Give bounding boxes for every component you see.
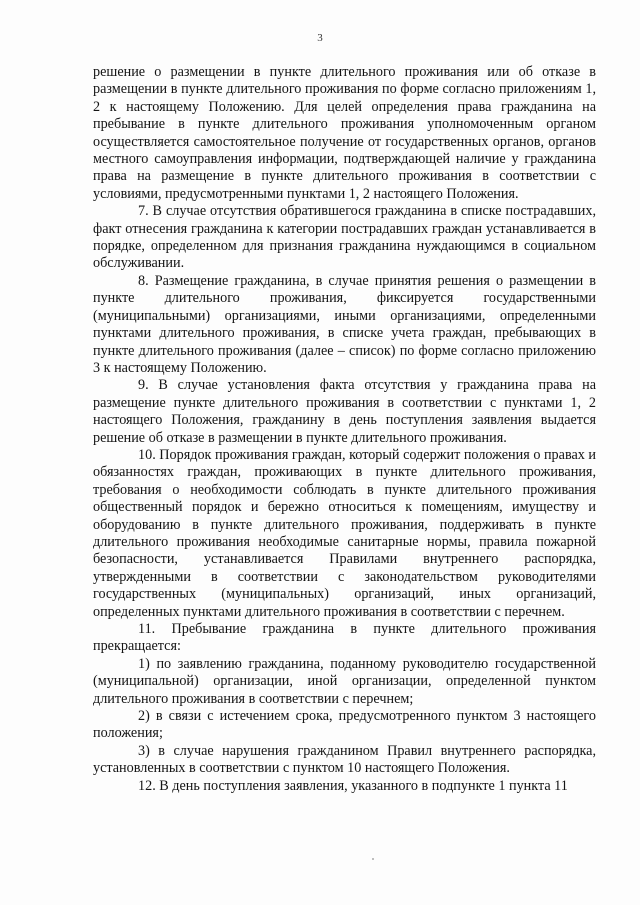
paragraph-continuation: решение о размещении в пункте длительного проживания или об отказе в размещении в пункте длительного проживания по форме согласно приложениям 1, 2 к настоящему Положению. Для целей определения права гражданина на пребывание в пункте длительного проживания уполномоченным органом осуществляется самостоятельное получение от государственных органов, органов местного самоуправления информации, подтверждающей наличие у гражданина права на размещение в пункте длительного проживания в соответствии с условиями, предусмотренными пунктами 1, 2 настоящего Положения.	[93, 64, 596, 202]
scan-speck	[372, 858, 374, 860]
paragraph-7: 7. В случае отсутствия обратившегося гражданина в списке пострадавших, факт отнесения гражданина к категории пострадавших граждан устанавливается в порядке, определенном для признания гражданина нуждающимся в социальном обслуживании.	[93, 203, 596, 272]
paragraph-8: 8. Размещение гражданина, в случае принятия решения о размещении в пункте длительного проживания, фиксируется государственными (муниципальными) организациями, иными организациями, определенными пунктами длительного проживания, в списке учета граждан, пребывающих в пункте длительного проживания (далее – список) по форме согласно приложению 3 к настоящему Положению.	[93, 272, 596, 376]
paragraph-11: 11. Пребывание гражданина в пункте длительного проживания прекращается:	[93, 621, 596, 655]
page-number: 3	[317, 32, 323, 44]
subparagraph-11-1: 1) по заявлению гражданина, поданному руководителю государственной (муниципальной) организации, иной организации, определенной пунктом длительного проживания в соответствии с перечнем;	[93, 655, 596, 707]
paragraph-10: 10. Порядок проживания граждан, который содержит положения о правах и обязанностях граждан, проживающих в пункте длительного проживания, требования о необходимости соблюдать в пункте длительного проживания общественный порядок и бережно относиться к помещениям, имуществу и оборудованию в пункте длительного проживания, поддерживать в пункте длительного проживания необходимые санитарные нормы, правила пожарной безопасности, устанавливается Правилами внутреннего распорядка, утвержденными в соответствии с законодательством руководителями государственных (муниципальных) организаций, иных организаций, определенных пунктами длительного проживания в соответствии с перечнем.	[93, 446, 596, 620]
subparagraph-11-3: 3) в случае нарушения гражданином Правил внутреннего распорядка, установленных в соответствии с пунктом 10 настоящего Положения.	[93, 742, 596, 777]
document-body	[93, 64, 596, 795]
paragraph-12: 12. В день поступления заявления, указанного в подпункте 1 пункта 11	[138, 777, 568, 794]
subparagraph-11-2: 2) в связи с истечением срока, предусмотренного пунктом 3 настоящего положения;	[93, 708, 596, 742]
paragraph-9: 9. В случае установления факта отсутствия у гражданина права на размещение пункте длительного проживания в соответствии с пунктами 1, 2 настоящего Положения, гражданину в день поступления заявления выдается решение об отказе в размещении в пункте длительного проживания.	[93, 377, 596, 446]
